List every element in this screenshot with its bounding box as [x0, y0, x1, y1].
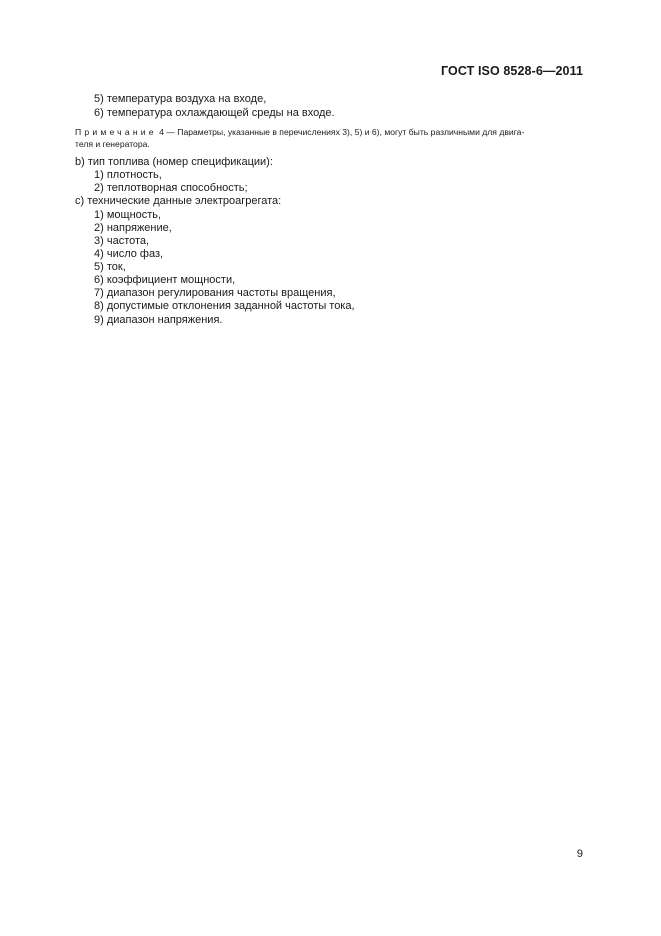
note-line-2: теля и генератора. [75, 139, 150, 149]
section-title: технические данные электроагрегата: [87, 195, 282, 207]
list-item-text: диапазон напряжения. [106, 314, 223, 326]
list-item-number: 3) [94, 235, 104, 247]
list-item [94, 93, 266, 106]
list-item-text: плотность, [106, 169, 162, 181]
list-item-number: 1) [94, 169, 104, 181]
list-item-number: 2) [94, 182, 104, 194]
list-item-number: 9) [94, 314, 104, 326]
list-item [94, 314, 222, 327]
page-number: 9 [576, 848, 583, 860]
list-item-text: температура воздуха на входе, [106, 93, 267, 105]
list-item [94, 300, 355, 313]
note-line-1 [75, 126, 524, 138]
section-letter: c) [75, 195, 85, 207]
list-item-text: частота, [106, 235, 150, 247]
list-item-text: напряжение, [106, 222, 172, 234]
list-item-number: 2) [94, 222, 104, 234]
list-item-text: коэффициент мощности, [106, 274, 236, 286]
list-item-text: температура охлаждающей среды на входе. [106, 107, 335, 119]
list-item-number: 5) [94, 261, 104, 273]
list-item [94, 209, 161, 222]
list-item [94, 261, 126, 274]
note-label: Примечание [75, 127, 157, 137]
note-text: 4 — Параметры, указанные в перечислениях 3), 5) и 6), могут быть различными для двига- [156, 127, 525, 137]
list-item-number: 5) [94, 93, 104, 105]
list-item-number: 7) [94, 287, 104, 299]
list-item-number: 6) [94, 274, 104, 286]
list-item-number: 1) [94, 209, 104, 221]
list-item [94, 287, 336, 300]
list-item-number: 4) [94, 248, 104, 260]
section-title: тип топлива (номер спецификации): [87, 156, 273, 168]
list-item-text: мощность, [106, 209, 162, 221]
list-item [94, 182, 248, 195]
list-item [94, 248, 163, 261]
list-item [94, 169, 162, 182]
list-item-text: теплотворная способность; [106, 182, 248, 194]
list-item-text: диапазон регулирования частоты вращения, [106, 287, 336, 299]
list-item [94, 107, 335, 120]
document-header-standard: ГОСТ ISO 8528-6—2011 [440, 64, 583, 78]
list-item-text: допустимые отклонения заданной частоты тока, [106, 300, 355, 312]
section-fuel-heading [75, 156, 273, 169]
list-item-text: ток, [106, 261, 126, 273]
list-item-number: 6) [94, 107, 104, 119]
list-item [94, 222, 172, 235]
list-item-number: 8) [94, 300, 104, 312]
section-letter: b) [75, 156, 85, 168]
list-item [94, 235, 149, 248]
list-item-text: число фаз, [106, 248, 164, 260]
list-item [94, 274, 235, 287]
section-genset-heading [75, 195, 281, 208]
